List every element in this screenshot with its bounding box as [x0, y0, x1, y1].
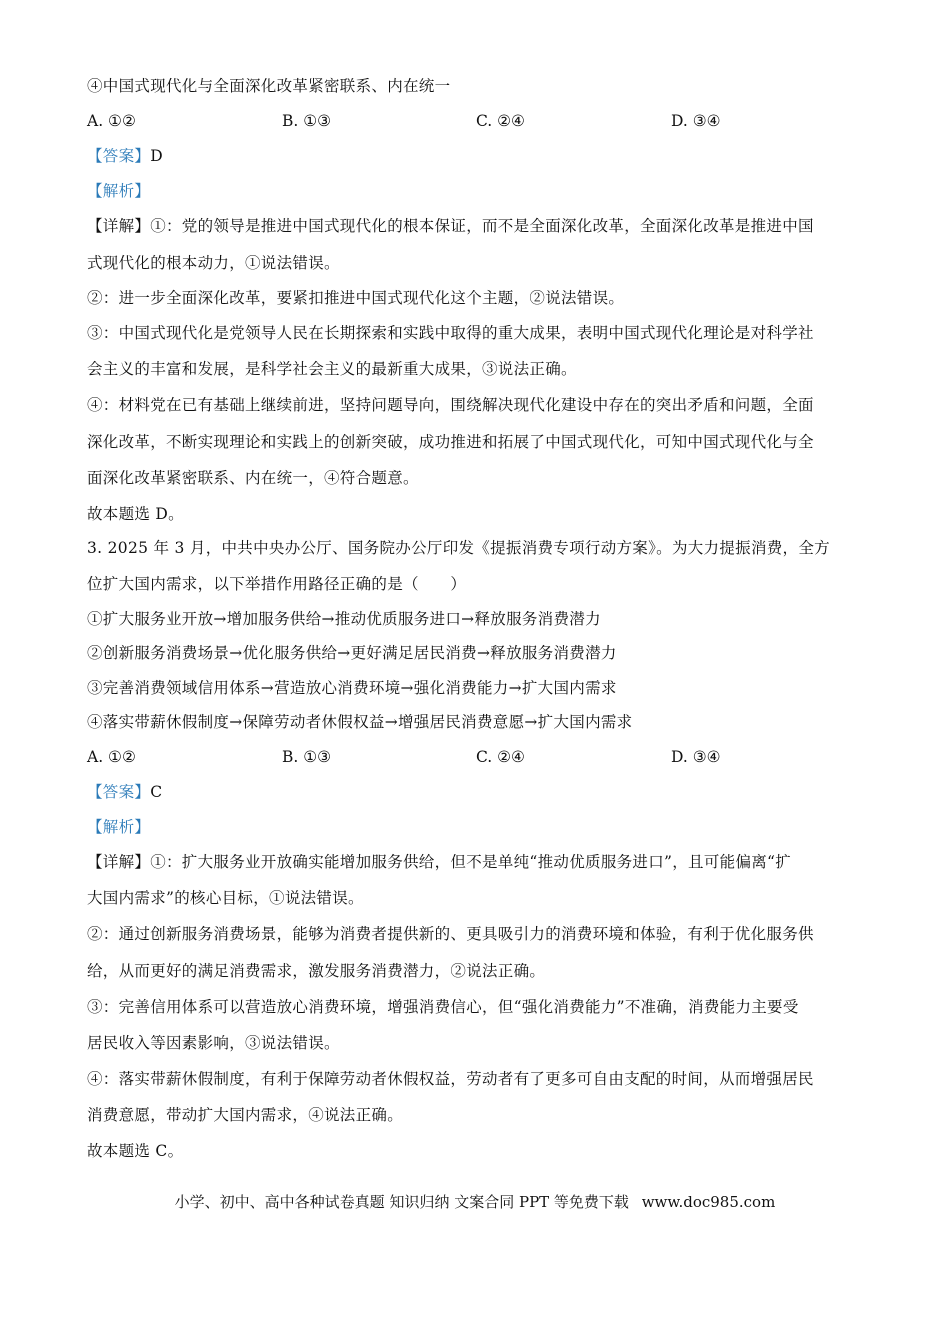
- answer-value: C: [150, 783, 163, 801]
- detail-tag: 【详解】: [87, 217, 151, 235]
- q3-detail-line: ④：落实带薪休假制度，有利于保障劳动者休假权益，劳动者有了更多可自由支配的时间，从而增强居民: [87, 1070, 814, 1088]
- q2-answer: [87, 146, 867, 166]
- q3-options: [87, 747, 867, 767]
- q2-detail-line: 面深化改革紧密联系、内在统一，④符合题意。: [87, 469, 419, 487]
- q3-answer: [87, 782, 867, 802]
- q3-detail-line: 居民收入等因素影响，③说法错误。: [87, 1034, 340, 1052]
- q3-detail-line: ③：完善信用体系可以营造放心消费环境，增强消费信心，但“强化消费能力”不准确，消费能力主要受: [87, 998, 799, 1016]
- q2-detail-line: ②：进一步全面深化改革，要紧扣推进中国式现代化这个主题，②说法错误。: [87, 289, 625, 307]
- q2-detail-line: ④：材料党在已有基础上继续前进，坚持问题导向，围绕解决现代化建设中存在的突出矛盾和问题，全面: [87, 396, 814, 414]
- q3-stem-line: 3. 2025 年 3 月，中共中央办公厅、国务院办公厅印发《提振消费专项行动方案》。为大力提振消费，全方: [87, 539, 830, 557]
- q2-option-d: D. ③④: [671, 112, 721, 130]
- q3-option-d: D. ③④: [671, 748, 721, 766]
- q3-conclusion: 故本题选 C。: [87, 1142, 184, 1160]
- q2-options: [87, 111, 867, 131]
- answer-value: D: [150, 147, 163, 165]
- q2-option-b: B. ①③: [282, 112, 332, 130]
- page-footer: [0, 1192, 950, 1212]
- analysis-tag: 【解析】: [87, 182, 151, 200]
- footer-text: 小学、初中、高中各种试卷真题 知识归纳 文案合同 PPT 等免费下载: [174, 1193, 629, 1211]
- q3-analysis-heading: [87, 817, 867, 837]
- q2-option-c: C. ②④: [476, 112, 525, 130]
- q3-option-a: A. ①②: [87, 748, 136, 766]
- q3-detail-line: 消费意愿，带动扩大国内需求，④说法正确。: [87, 1106, 404, 1124]
- answer-tag: 【答案】: [87, 147, 151, 165]
- q3-item-4: ④落实带薪休假制度→保障劳动者休假权益→增强居民消费意愿→扩大国内需求: [87, 713, 633, 731]
- q3-stem-line: 位扩大国内需求，以下举措作用路径正确的是（ ）: [87, 575, 467, 593]
- answer-tag: 【答案】: [87, 783, 151, 801]
- q2-detail-line: 会主义的丰富和发展，是科学社会主义的最新重大成果，③说法正确。: [87, 360, 577, 378]
- q2-option-a: A. ①②: [87, 112, 136, 130]
- q2-analysis-heading: [87, 181, 867, 201]
- q2-detail-line: ③：中国式现代化是党领导人民在长期探索和实践中取得的重大成果，表明中国式现代化理论是对科学社: [87, 324, 814, 342]
- q2-item-4: ④中国式现代化与全面深化改革紧密联系、内在统一: [87, 77, 451, 95]
- q3-detail-line: 大国内需求”的核心目标，①说法错误。: [87, 889, 364, 907]
- q2-detail-line: 式现代化的根本动力，①说法错误。: [87, 254, 340, 272]
- footer-link[interactable]: www.doc985.com: [641, 1193, 776, 1211]
- q3-option-c: C. ②④: [476, 748, 525, 766]
- q3-detail-line: 【详解】①：扩大服务业开放确实能增加服务供给，但不是单纯“推动优质服务进口”，且可能偏离“扩: [87, 853, 792, 871]
- q2-detail-line: 【详解】①：党的领导是推进中国式现代化的根本保证，而不是全面深化改革，全面深化改革是推进中国: [87, 217, 814, 235]
- q3-item-3: ③完善消费领域信用体系→营造放心消费环境→强化消费能力→扩大国内需求: [87, 679, 617, 697]
- q3-option-b: B. ①③: [282, 748, 332, 766]
- q3-item-1: ①扩大服务业开放→增加服务供给→推动优质服务进口→释放服务消费潜力: [87, 610, 601, 628]
- detail-tag: 【详解】: [87, 853, 151, 871]
- analysis-tag: 【解析】: [87, 818, 151, 836]
- q3-item-2: ②创新服务消费场景→优化服务供给→更好满足居民消费→释放服务消费潜力: [87, 644, 617, 662]
- q2-conclusion: 故本题选 D。: [87, 505, 184, 523]
- q2-detail-line: 深化改革，不断实现理论和实践上的创新突破，成功推进和拓展了中国式现代化，可知中国式现代化与全: [87, 433, 814, 451]
- q3-detail-line: ②：通过创新服务消费场景，能够为消费者提供新的、更具吸引力的消费环境和体验，有利于优化服务供: [87, 925, 814, 943]
- q3-detail-line: 给，从而更好的满足消费需求，激发服务消费潜力，②说法正确。: [87, 962, 546, 980]
